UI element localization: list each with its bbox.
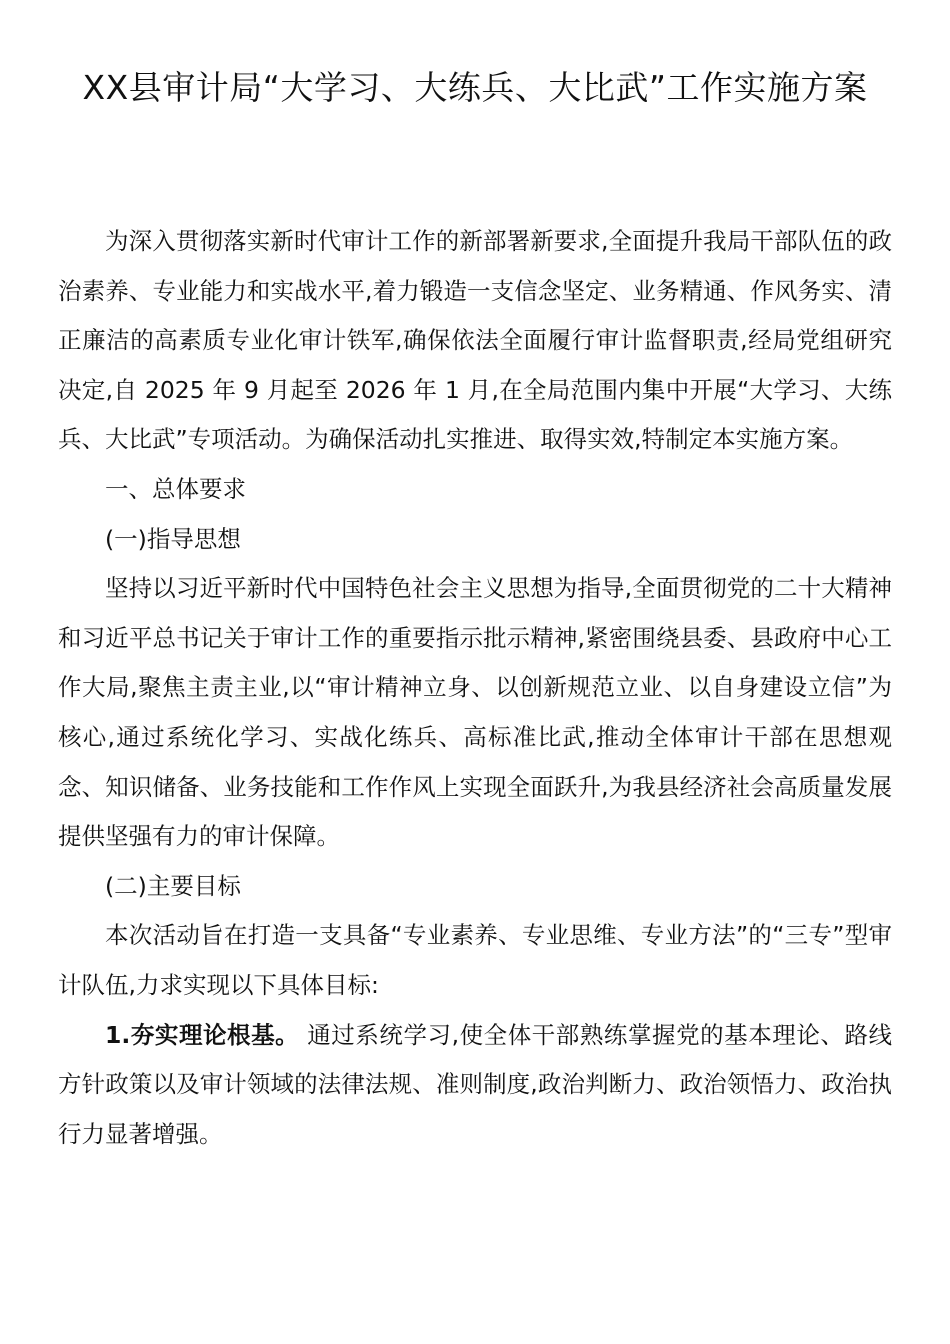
document-body: [58, 217, 892, 1159]
intro-paragraph: 为深入贯彻落实新时代审计工作的新部署新要求,全面提升我局干部队伍的政治素养、专业能力和实战水平,着力锻造一支信念坚定、业务精通、作风务实、清正廉洁的高素质专业化审计铁军,确保依法全面履行审计监督职责,经局党组研究决定,自 2025 年 9 月起至 2026 年 1 月,在全局范围内集中开展“大学习、大练兵、大比武”专项活动。为确保活动扎实推进、取得实效,特制定本实施方案。: [58, 227, 892, 454]
goal-1-text: 通过系统学习,使全体干部熟练掌握党的基本理论、路线方针政策以及审计领域的法律法规、准则制度,政治判断力、政治领悟力、政治执行力显著增强。: [58, 1020, 892, 1148]
section-1-heading: 一、总体要求: [105, 474, 246, 503]
subsection-2-heading: (二)主要目标: [105, 871, 241, 900]
goal-1-label: 1.夯实理论根基。: [105, 1020, 300, 1049]
guiding-ideology-paragraph: 坚持以习近平新时代中国特色社会主义思想为指导,全面贯彻党的二十大精神和习近平总书记关于审计工作的重要指示批示精神,紧密围绕县委、县政府中心工作大局,聚焦主责主业,以“审计精神立身、以创新规范立业、以自身建设立信”为核心,通过系统化学习、实战化练兵、高标准比武,推动全体审计干部在思想观念、知识储备、业务技能和工作作风上实现全面跃升,为我县经济社会高质量发展提供坚强有力的审计保障。: [58, 574, 892, 851]
subsection-1-heading: (一)指导思想: [105, 524, 241, 553]
document-title: XX县审计局“大学习、大练兵、大比武”工作实施方案: [82, 68, 868, 107]
goal-1-paragraph: [58, 1011, 892, 1160]
main-goals-paragraph: 本次活动旨在打造一支具备“专业素养、专业思维、专业方法”的“三专”型审计队伍,力求实现以下具体目标:: [58, 921, 892, 999]
